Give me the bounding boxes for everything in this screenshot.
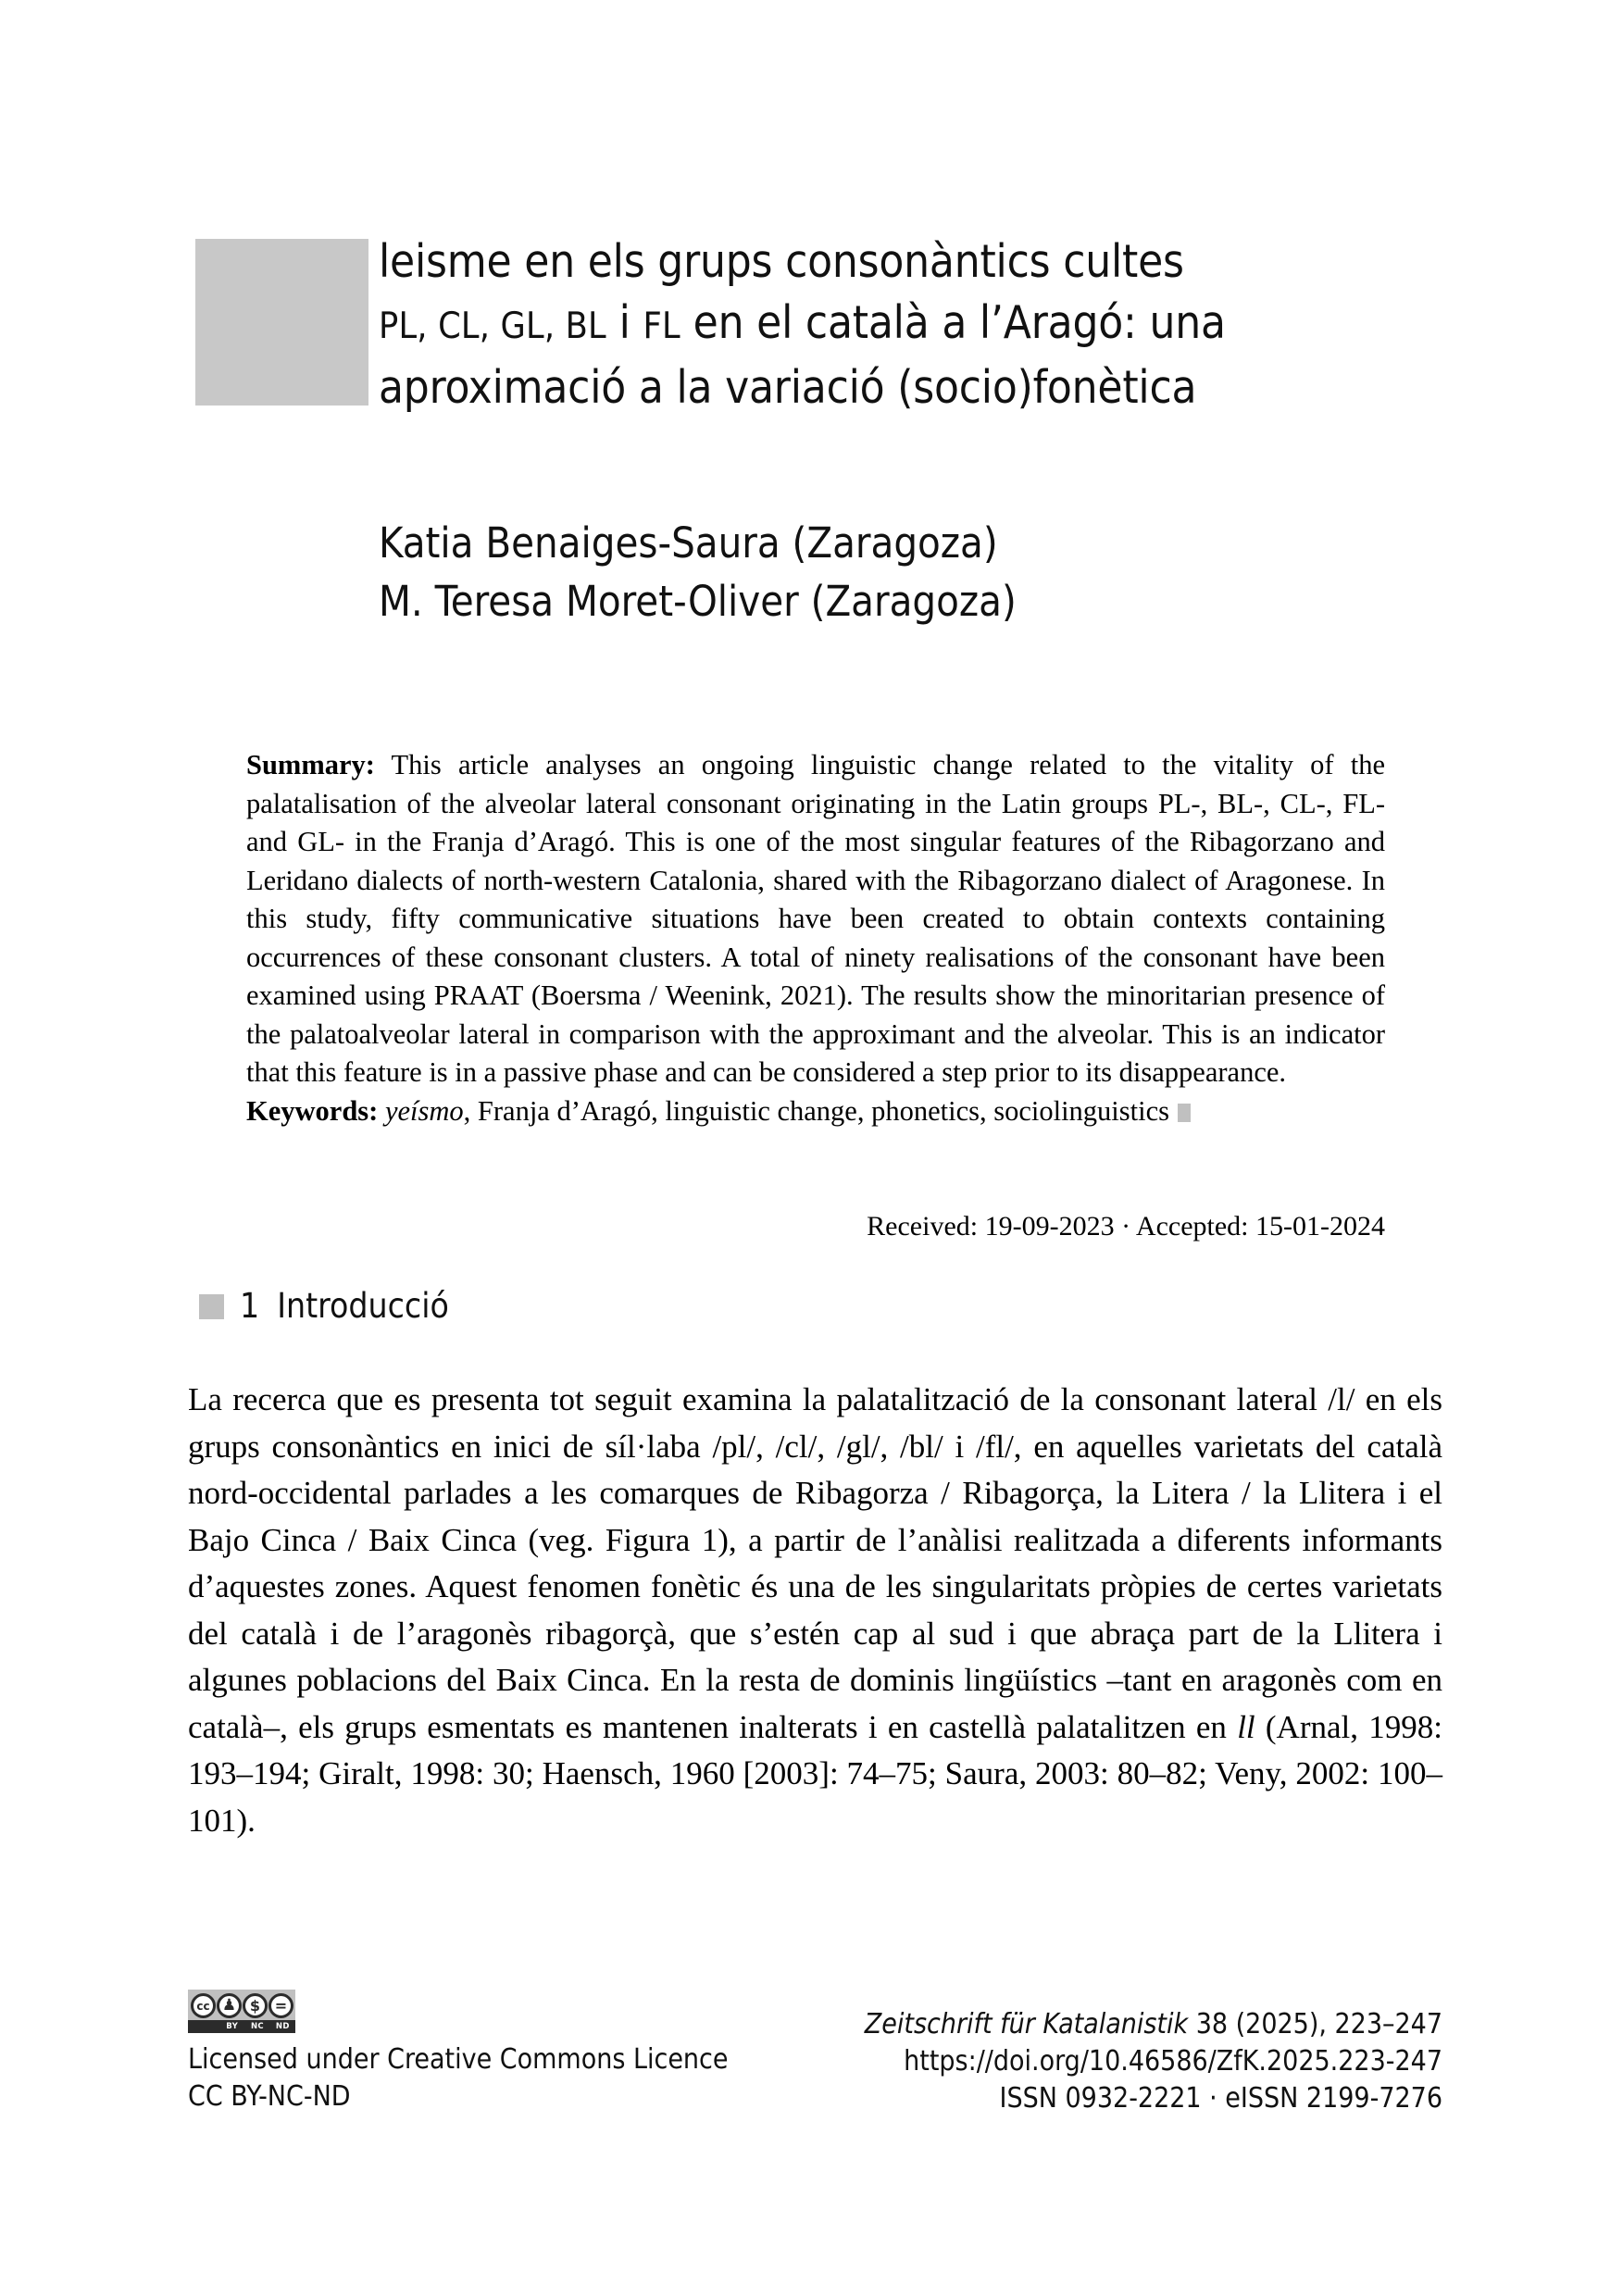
cc-label-nd: ND [275, 2022, 290, 2031]
footer-right [741, 2006, 1442, 2117]
abstract [246, 746, 1385, 1130]
title-clusters-b: FL [643, 306, 680, 347]
issn-line: ISSN 0932-2221 · eISSN 2199-7276 [999, 2082, 1442, 2115]
doi-link[interactable]: https://doi.org/10.46586/ZfK.2025.223-247 [904, 2045, 1442, 2078]
section-title: Introducció [277, 1286, 449, 1326]
author-2: M. Teresa Moret-Oliver (Zaragoza) [379, 577, 1017, 626]
cc-label-nc: NC [251, 2022, 264, 2031]
section-gray-marker-icon [199, 1294, 224, 1319]
creative-commons-badge-icon[interactable] [188, 1990, 295, 2033]
cc-by-person-icon: ♟ [217, 1993, 242, 2018]
received-accepted-line: Received: 19-09-2023 · Accepted: 15-01-2024 [867, 1211, 1385, 1242]
title-gray-marker [195, 239, 368, 406]
body-italic-ll: ll [1237, 1708, 1255, 1745]
license-text [188, 2041, 836, 2115]
title-line-2 [379, 293, 1453, 357]
cc-nd-noderivs-icon: = [268, 1993, 293, 2018]
cc-icon: cc [191, 1993, 216, 2018]
title-clusters-a: PL, CL, GL, BL [379, 306, 606, 347]
cc-badge-labels [188, 2020, 295, 2033]
author-list [379, 514, 1443, 630]
section-heading-1 [199, 1284, 449, 1329]
title-line-3: aproximació a la variació (socio)fonètica [379, 361, 1197, 414]
body-paragraph [188, 1377, 1442, 1844]
journal-volume-pages: 38 (2025), 223–247 [1188, 2008, 1442, 2040]
title-line-1: leisme en els grups consonàntics cultes [379, 235, 1184, 288]
footer-left [188, 1990, 836, 2115]
journal-citation [741, 2006, 1442, 2043]
cc-badge-icons [188, 1990, 295, 2022]
license-line-1: Licensed under Creative Commons Licence [188, 2043, 729, 2076]
body-part-2: (Arnal, 1998: 193–194; Giralt, 1998: 30; Haensch, 1960 [2003]: 74–75; Saura, 2003: 80–82; Veny, 2002: 100–101). [188, 1708, 1442, 1839]
title-line2-rest: en el català a l’Aragó: una [680, 296, 1226, 349]
title-line2-mid: i [606, 296, 643, 349]
body-part-1: La recerca que es presenta tot seguit examina la palatalització de la consonant lateral /l/ en els grups consonàntics en inici de síl·laba /pl/, /cl/, /gl/, /bl/ i /fl/, en aquelles varietats del català nord-occidental parlades a les comarques de Ribagorza / Ribagorça, la Litera / la Llitera i el Bajo Cinca / Baix Cinca (veg. Figura 1), a partir de l’anàlisi realitzada a diferents informants d’aquestes zones. Aquest fenomen fonètic és una de les singularitats pròpies de certes varietats del català i de l’aragonès ribagorçà, que s’estén cap al sud i que abraça part de la Llitera i algunes poblacions del Baix Cinca. En la resta de dominis lingüístics –tant en aragonès com en català–, els grups esmentats es mantenen inalterats i en castellà palatalitzen en [188, 1381, 1442, 1745]
section-number: 1 [240, 1286, 260, 1326]
page-title [379, 231, 1453, 418]
journal-name: Zeitschrift für Katalanistik [864, 2008, 1189, 2040]
abstract-body: This article analyses an ongoing linguistic change related to the vitality of the palatalisation of the alveolar lateral consonant originating in the Latin groups PL-, BL-, CL-, FL- and GL- in the Franja d’Aragó. This is one of the most singular features of the Ribagorzano and Leridano dialects of north-western Catalonia, shared with the Ribagorzano dialect of Aragonese. In this study, fifty communicative situations have been created to obtain contexts containing occurrences of these consonant clusters. A total of ninety realisations of the consonant have been examined using PRAAT (Boersma / Weenink, 2021). The results show the minoritarian presence of the palatoalveolar lateral in comparison with the approximant and the alveolar. This is an indicator that this feature is in a passive phase and can be considered a step prior to its disappearance. [246, 749, 1385, 1088]
keyword-yeismo: yeísmo [384, 1094, 464, 1127]
author-1: Katia Benaiges-Saura (Zaragoza) [379, 518, 998, 568]
keywords-label: Keywords: [246, 1094, 379, 1127]
cc-nc-nocommercial-icon: $ [243, 1993, 268, 2018]
abstract-label: Summary: [246, 749, 375, 780]
cc-label-by: BY [226, 2022, 239, 2031]
keywords-rest: , Franja d’Aragó, linguistic change, phonetics, sociolinguistics [463, 1094, 1170, 1127]
license-line-2: CC BY-NC-ND [188, 2080, 351, 2113]
end-of-abstract-marker [1178, 1104, 1191, 1122]
